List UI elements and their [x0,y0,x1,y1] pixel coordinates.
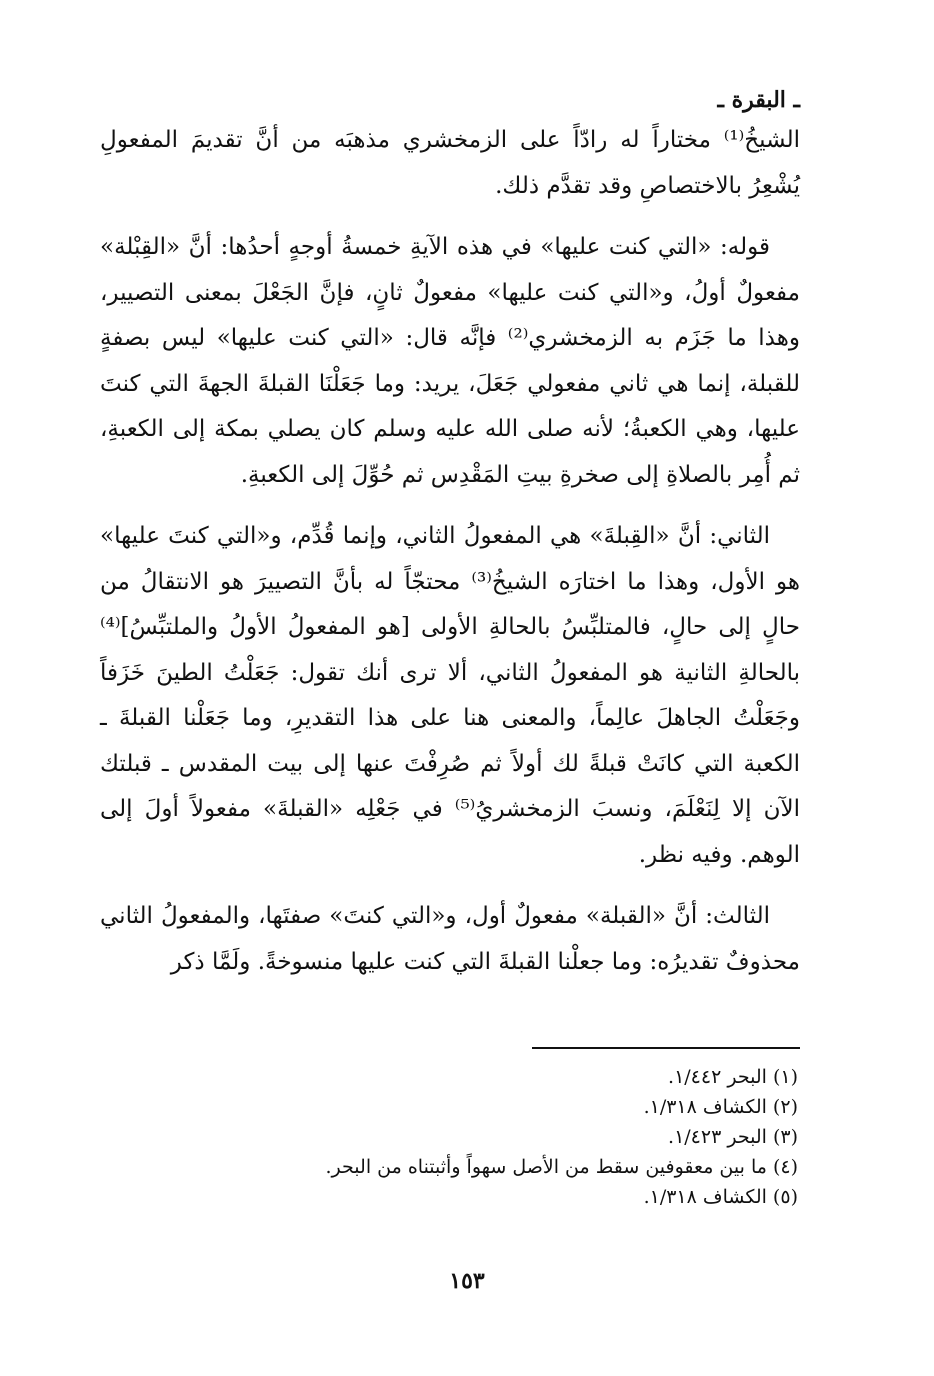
footnotes [98,1062,798,1212]
footnote-1: (١) البحر ١/٤٤٢. [668,1066,798,1088]
page-number: ١٥٣ [449,1268,485,1294]
footnote-2: (٢) الكشاف ١/٣١٨. [643,1096,798,1118]
footnote-separator [532,1047,800,1049]
paragraph-3: الثاني: أنَّ «القِبلةَ» هي المفعولُ الثاني، وإنما قُدِّم، و«التي كنتَ عليها» هو الأول، وهذا ما اختارَه الشيخُ⁽³⁾ محتجّاً له بأنَّ التصييرَ هو الانتقالُ من حالٍ إلى حالٍ، فالمتلبِّسُ بالحالةِ الأولى [هو المفعولُ الأولُ والملتبِّسُ]⁽⁴⁾ بالحالةِ الثانية هو المفعولُ الثاني، ألا ترى أنك تقول: جَعَلْتُ الطينَ خَزَفاً وجَعَلْتُ الجاهلَ عالِماً، والمعنى هنا على هذا التقديرِ، وما جَعَلْنا القبلةَ ـ الكعبة التي كانَتْ قبلةً لك أولاً ثم صُرِفْتَ عنها إلى بيت المقدس ـ قبلتك الآن إلا لِنَعْلَمَ، ونسبَ الزمخشريُ⁽⁵⁾ في جَعْلِه «القبلةَ» مفعولاً أولَ إلى الوهم. وفيه نظر. [100,523,801,868]
main-text [100,118,800,985]
paragraph-2: قوله: «التي كنت عليها» في هذه الآيةِ خمسةُ أوجهٍ أحدُها: أنَّ «القِبْلة» مفعولٌ أولُ، و«التي كنت عليها» مفعولٌ ثانٍ، فإنَّ الجَعْلَ بمعنى التصيير، وهذا ما جَزَم به الزمخشري⁽²⁾ فإنَّه قال: «التي كنت عليها» ليس بصفةٍ للقبلة، إنما هي ثاني مفعولي جَعَلَ، يريد: وما جَعَلْنَا القبلةَ الجهةَ التي كنتَ عليها، وهي الكعبةُ؛ لأنه صلى الله عليه وسلم كان يصلي بمكة إلى الكعبةِ، ثم أُمِر بالصلاةِ إلى صخرةِ بيتِ المَقْدِس ثم حُوِّلَ إلى الكعبةِ. [100,234,800,488]
running-header: ـ البقرة ـ [717,87,800,113]
footnote-4: (٤) ما بين معقوفين سقط من الأصل سهواً وأثبتناه من البحر. [325,1156,798,1178]
footnote-5: (٥) الكشاف ١/٣١٨. [643,1186,798,1208]
paragraph-1: الشيخُ⁽¹⁾ مختاراً له رادّاً على الزمخشري مذهبَه من أنَّ تقديمَ المفعولِ يُشْعِرُ بالاختصاصِ وقد تقدَّم ذلك. [100,127,800,199]
footnote-3: (٣) البحر ١/٤٢٣. [668,1126,798,1148]
paragraph-4: الثالث: أنَّ «القبلة» مفعولٌ أول، و«التي كنتَ» صفتَها، والمفعولُ الثاني محذوفٌ تقديرُه: وما جعلْنا القبلةَ التي كنت عليها منسوخةً. ولَمَّا ذكر [100,903,800,975]
